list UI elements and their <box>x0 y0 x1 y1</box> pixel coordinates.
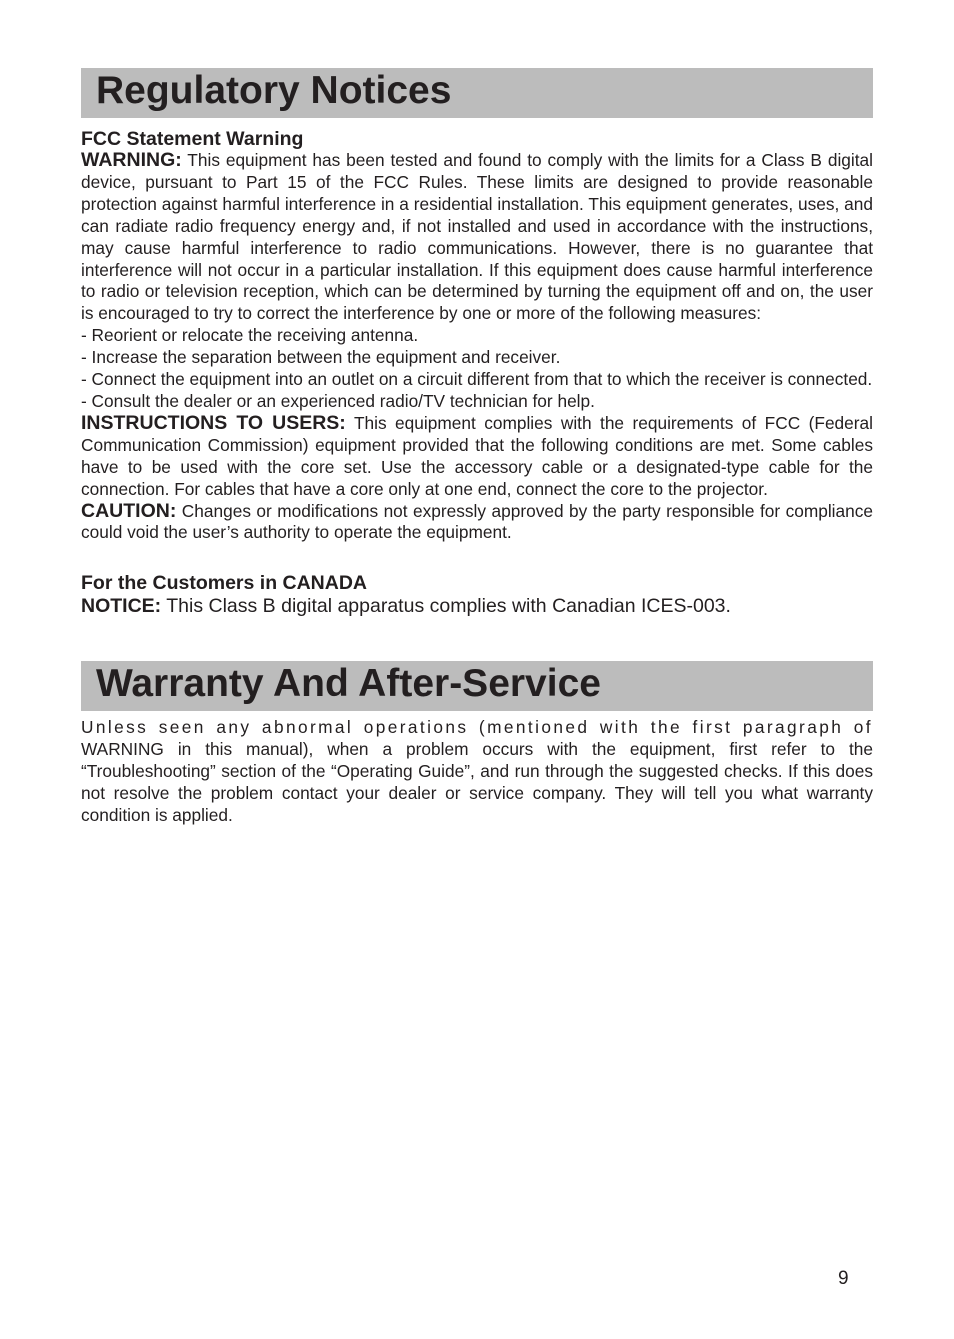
page-number: 9 <box>838 1268 849 1289</box>
list-item: - Increase the separation between the equipment and receiver. <box>81 347 561 368</box>
page-content <box>81 68 873 827</box>
caution-paragraph <box>81 501 873 545</box>
caution-text: Changes or modifications not expressly approved by the party responsible for compliance could void the user’s authority to operate the equipment. <box>81 500 873 543</box>
warranty-paragraph: WARNING in this manual), when a problem occurs with the equipment, first refer to the “Troubleshooting” section of the “Operating Guide”, and run through the suggested checks. If this does not resolve the problem contact your dealer or service company. They will tell you what warranty condition is applied. <box>81 739 873 825</box>
notice-text: This Class B digital apparatus complies with Canadian ICES-003. <box>161 595 731 618</box>
caution-label: CAUTION: <box>81 499 177 522</box>
canada-heading: For the Customers in CANADA <box>81 572 368 595</box>
instructions-paragraph <box>81 413 873 501</box>
instructions-text: This equipment complies with the requirements of FCC (Federal Communication Commission) equipment provided that the following conditions are met. Some cables have to be used with the core set. Use the accessory cable or a designated-type cable for the connection. For cables that have a core only at one end, connect the core to the projector. <box>81 412 873 499</box>
warning-label: WARNING: <box>81 149 182 171</box>
notice-label: NOTICE: <box>81 595 162 618</box>
warranty-title: Warranty And After-Service <box>81 661 873 711</box>
warning-text: This equipment has been tested and found to comply with the limits for a Class B digital device, pursuant to Part 15 of the FCC Rules. These limits are designed to provide reasonable protection against harmful interference in a residential installation. This equipment generates, uses, and can radiate radio frequency energy and, if not installed and used in accordance with the instructions, may cause harmful interference to radio communications. However, there is no guarantee that interference will not occur in a particular installation. If this equipment does cause harmful interference to radio or television reception, which can be determined by turning the equipment off and on, the user is encouraged to try to correct the interference by one or more of the following measures: <box>81 150 873 324</box>
list-item: - Connect the equipment into an outlet on a circuit different from that to which the receiver is connected. <box>81 369 873 390</box>
fcc-warning-paragraph <box>81 150 873 325</box>
interference-measures-list <box>81 325 873 413</box>
list-item: - Consult the dealer or an experienced radio/TV technician for help. <box>81 390 595 411</box>
fcc-statement-heading: FCC Statement Warning <box>81 128 304 150</box>
warranty-first-line: Unless seen any abnormal operations (mentioned with the first paragraph of <box>81 717 873 738</box>
instructions-label: INSTRUCTIONS TO USERS: <box>81 411 346 434</box>
regulatory-notices-title: Regulatory Notices <box>81 68 873 118</box>
canada-notice <box>81 594 873 619</box>
list-item: - Reorient or relocate the receiving antenna. <box>81 325 419 346</box>
